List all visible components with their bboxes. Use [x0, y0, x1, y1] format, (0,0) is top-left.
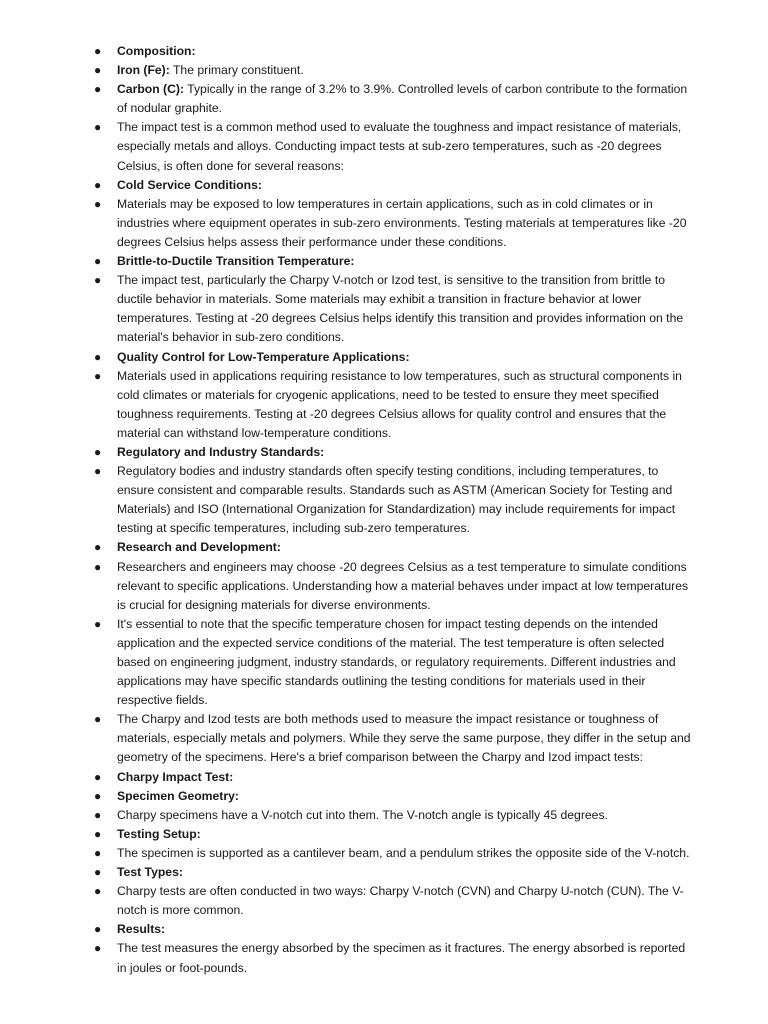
- bullet-icon: ●: [94, 788, 102, 803]
- item-label: Quality Control for Low-Temperature Applications:: [117, 349, 410, 364]
- bullet-icon: ●: [94, 273, 102, 288]
- list-item: [0, 443, 768, 462]
- list-item: [0, 252, 768, 271]
- bullet-icon: ●: [94, 807, 102, 822]
- item-label: Regulatory and Industry Standards:: [117, 444, 325, 459]
- bullet-icon: ●: [94, 559, 102, 574]
- bullet-icon: ●: [94, 82, 102, 97]
- bullet-icon: ●: [94, 368, 102, 383]
- item-label: Research and Development:: [117, 540, 281, 555]
- item-text: Charpy specimens have a V-notch cut into them. The V-notch angle is typically 45 degrees.: [117, 807, 608, 822]
- list-item: [0, 825, 768, 844]
- item-label: Charpy Impact Test:: [117, 769, 234, 784]
- bullet-icon: ●: [94, 712, 102, 727]
- item-label: Carbon (C):: [117, 82, 185, 97]
- bullet-icon: ●: [94, 196, 102, 211]
- list-item: [0, 80, 768, 118]
- bullet-icon: ●: [94, 941, 102, 956]
- list-item: [0, 462, 768, 538]
- bullet-icon: ●: [94, 922, 102, 937]
- item-text: The impact test, particularly the Charpy V-notch or Izod test, is sensitive to the transition from brittle to ductile behavior in materials. Some materials may exhibit a transition in fracture behavior at lower temperatures. Testing at -20 degrees Celsius helps identify this transition and provides information on the material's behavior in sub-zero conditions.: [117, 273, 684, 345]
- item-label: Testing Setup:: [117, 826, 201, 841]
- item-label: Results:: [117, 922, 166, 937]
- bullet-icon: ●: [94, 845, 102, 860]
- list-item: [0, 863, 768, 882]
- bullet-icon: ●: [94, 616, 102, 631]
- item-text: Materials may be exposed to low temperatures in certain applications, such as in cold climates or in industries where equipment operates in sub-zero environments. Testing materials at temperatures like -20 degrees Celsius helps assess their performance under these conditions.: [117, 196, 687, 249]
- item-text: Typically in the range of 3.2% to 3.9%. Controlled levels of carbon contribute to the formation of nodular graphite.: [117, 82, 688, 116]
- item-text: The test measures the energy absorbed by the specimen as it fractures. The energy absorbed is reported in joules or foot-pounds.: [117, 941, 686, 975]
- item-label: Cold Service Conditions:: [117, 177, 262, 192]
- bullet-icon: ●: [94, 826, 102, 841]
- bullet-icon: ●: [94, 865, 102, 880]
- item-text: It's essential to note that the specific temperature chosen for impact testing depends on the intended application and the expected service conditions of the material. The test temperature is often selected based on engineering judgment, industry standards, or regulatory requirements. Different industries and applications may have specific standards outlining the testing conditions for materials used in their respective fields.: [117, 616, 676, 708]
- bullet-icon: ●: [94, 349, 102, 364]
- list-item: [0, 61, 768, 80]
- bullet-icon: ●: [94, 44, 102, 58]
- item-label: Composition:: [117, 44, 196, 58]
- item-text: The specimen is supported as a cantilever beam, and a pendulum strikes the opposite side of the V-notch.: [117, 845, 690, 860]
- bullet-icon: ●: [94, 120, 102, 135]
- list-item: [0, 710, 768, 767]
- list-item: [0, 844, 768, 863]
- list-item: [0, 806, 768, 825]
- bullet-icon: ●: [94, 769, 102, 784]
- list-item: [0, 538, 768, 557]
- bullet-icon: ●: [94, 884, 102, 899]
- list-item: [0, 118, 768, 175]
- bullet-icon: ●: [94, 177, 102, 192]
- list-item: [0, 920, 768, 939]
- list-item: [0, 939, 768, 977]
- item-text: The impact test is a common method used to evaluate the toughness and impact resistance of materials, especially metals and alloys. Conducting impact tests at sub-zero temperatures, such as -20 degrees Celsius, is often done for several reasons:: [117, 120, 682, 173]
- item-label: Iron (Fe):: [117, 63, 170, 78]
- list-item: [0, 787, 768, 806]
- item-label: Specimen Geometry:: [117, 788, 239, 803]
- item-label: Brittle-to-Ductile Transition Temperature:: [117, 254, 355, 269]
- list-item: [0, 882, 768, 920]
- item-text: Researchers and engineers may choose -20 degrees Celsius as a test temperature to simulate conditions relevant to specific applications. Understanding how a material behaves under impact at low temperatures is crucial for designing materials for diverse environments.: [117, 559, 689, 612]
- list-item: [0, 42, 768, 61]
- bullet-icon: ●: [94, 540, 102, 555]
- list-item: [0, 195, 768, 252]
- list-item: [0, 367, 768, 443]
- list-item: [0, 348, 768, 367]
- bullet-icon: ●: [94, 464, 102, 479]
- bullet-icon: ●: [94, 254, 102, 269]
- item-label: Test Types:: [117, 865, 183, 880]
- item-text: The primary constituent.: [169, 63, 304, 78]
- item-text: Charpy tests are often conducted in two ways: Charpy V-notch (CVN) and Charpy U-notch (CUN). The V-notch is more common.: [117, 884, 684, 918]
- list-item: [0, 768, 768, 787]
- list-item: [0, 271, 768, 347]
- list-item: [0, 558, 768, 615]
- bullet-icon: ●: [94, 63, 102, 78]
- list-item: [0, 176, 768, 195]
- bullet-list: [0, 42, 768, 978]
- item-text: The Charpy and Izod tests are both methods used to measure the impact resistance or toughness of materials, especially metals and polymers. While they serve the same purpose, they differ in the setup and geometry of the specimens. Here's a brief comparison between the Charpy and Izod impact tests:: [117, 712, 691, 765]
- bullet-icon: ●: [94, 444, 102, 459]
- item-text: Materials used in applications requiring resistance to low temperatures, such as structural components in cold climates or materials for cryogenic applications, need to be tested to ensure they meet specified toughness requirements. Testing at -20 degrees Celsius allows for quality control and ensures that the material can withstand low-temperature conditions.: [117, 368, 682, 440]
- list-item: [0, 615, 768, 710]
- item-text: Regulatory bodies and industry standards often specify testing conditions, including temperatures, to ensure consistent and comparable results. Standards such as ASTM (American Society for Testing and Materials) and ISO (International Organization for Standardization) may include requirements for impact testing at specific temperatures, including sub-zero temperatures.: [117, 464, 676, 536]
